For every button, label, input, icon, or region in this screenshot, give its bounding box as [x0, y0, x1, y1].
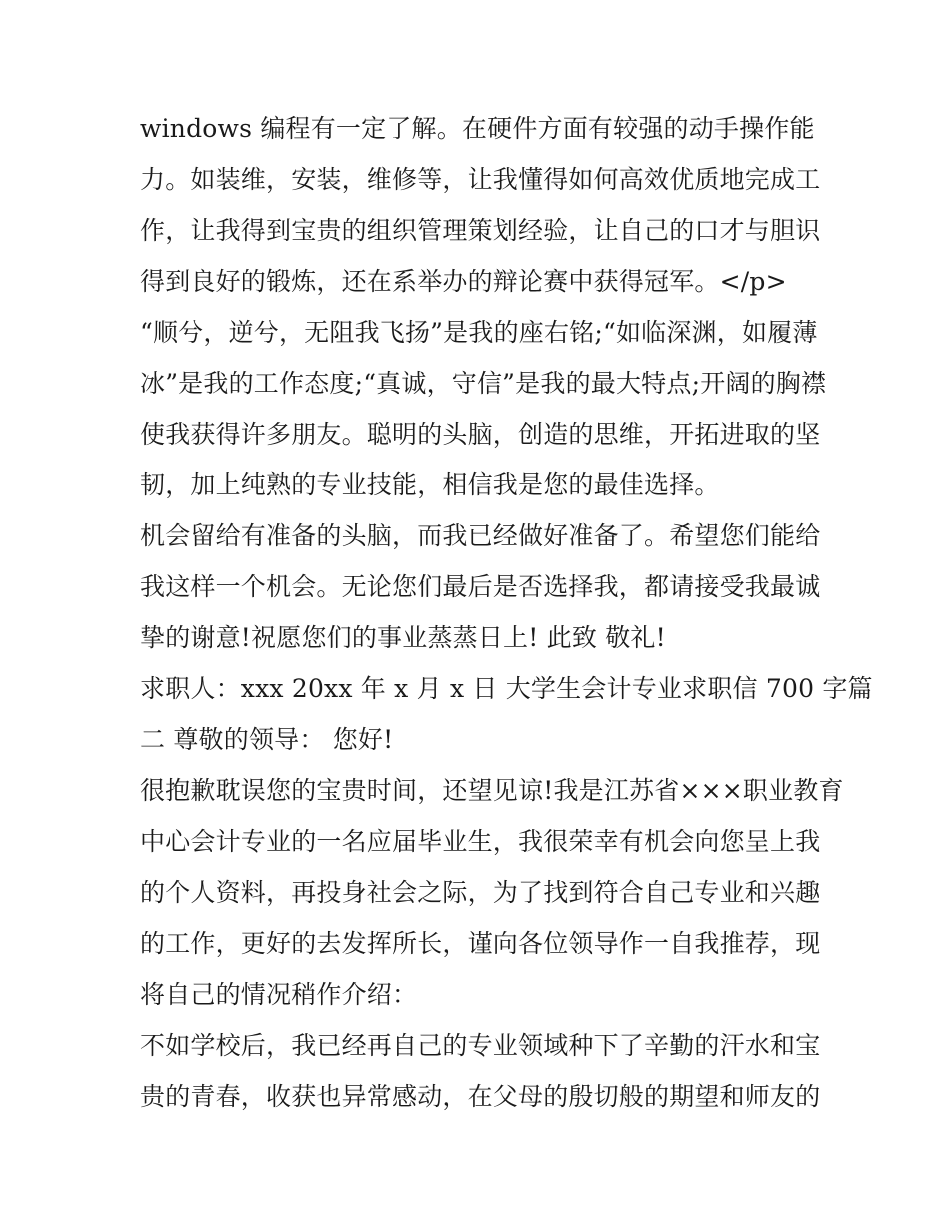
text-line: 我这样一个机会。无论您们最后是否选择我，都请接受我最诚	[140, 572, 821, 601]
text-line: 很抱歉耽误您的宝贵时间，还望见谅!我是江苏省×××职业教育	[140, 776, 844, 805]
text-line: 得到良好的锻炼，还在系举办的辩论赛中获得冠军。</p>	[140, 267, 787, 296]
text-line: “顺兮，逆兮，无阻我飞扬”是我的座右铭;“如临深渊，如履薄	[140, 318, 818, 347]
text-line: 二 尊敬的领导： 您好!	[140, 725, 394, 754]
text-line: 将自己的情况稍作介绍：	[140, 980, 418, 1009]
text-line: 的个人资料，再投身社会之际，为了找到符合自己专业和兴趣	[140, 878, 821, 907]
text-line: 使我获得许多朋友。聪明的头脑，创造的思维，开拓进取的坚	[140, 420, 821, 449]
text-line: 冰”是我的工作态度;“真诚，守信”是我的最大特点;开阔的胸襟	[140, 369, 827, 398]
text-line: 中心会计专业的一名应届毕业生，我很荣幸有机会向您呈上我	[140, 827, 821, 856]
text-line: 作，让我得到宝贵的组织管理策划经验，让自己的口才与胆识	[140, 216, 821, 245]
text-line: windows 编程有一定了解。在硬件方面有较强的动手操作能	[140, 114, 815, 143]
text-line: 韧，加上纯熟的专业技能，相信我是您的最佳选择。	[140, 470, 720, 499]
text-line: 不如学校后，我已经再自己的专业领域种下了辛勤的汗水和宝	[140, 1031, 821, 1060]
text-line: 力。如装维，安装，维修等，让我懂得如何高效优质地完成工	[140, 165, 821, 194]
text-line: 贵的青春，收获也异常感动，在父母的殷切般的期望和师友的	[140, 1082, 821, 1111]
text-line: 挚的谢意!祝愿您们的事业蒸蒸日上! 此致 敬礼!	[140, 623, 666, 652]
text-line: 求职人：xxx 20xx 年 x 月 x 日 大学生会计专业求职信 700 字篇	[140, 674, 873, 703]
text-line: 的工作，更好的去发挥所长，谨向各位领导作一自我推荐，现	[140, 929, 821, 958]
text-line: 机会留给有准备的头脑，而我已经做好准备了。希望您们能给	[140, 521, 821, 550]
